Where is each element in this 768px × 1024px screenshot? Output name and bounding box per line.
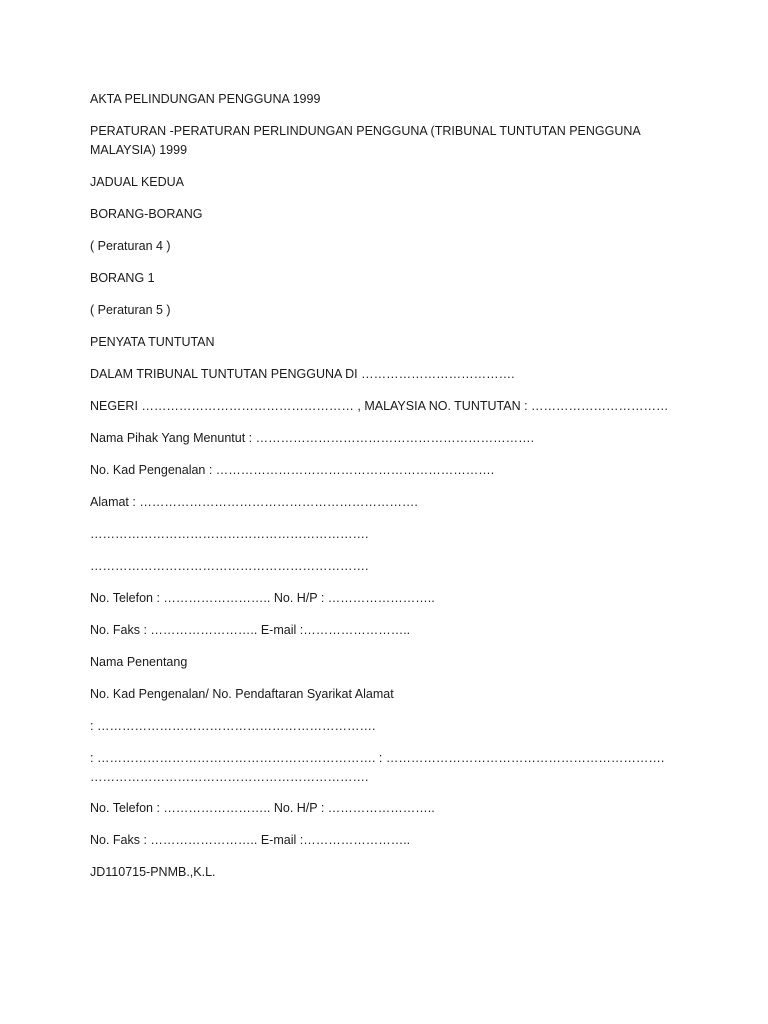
form-number: BORANG 1: [90, 271, 155, 285]
respondent-field-line-1: : ………………………………………………………….: [90, 719, 376, 733]
respondent-phone-line: No. Telefon : …………………….. No. H/P : ……………………..: [90, 801, 435, 815]
claimant-phone-line: No. Telefon : …………………….. No. H/P : ……………………..: [90, 591, 435, 605]
act-title: AKTA PELINDUNGAN PENGGUNA 1999: [90, 92, 321, 106]
respondent-field-line-3: ………………………………………………………….: [90, 770, 369, 784]
state-claim-number-line: NEGERI …………………………………………… , MALAYSIA NO. TUNTUTAN : ……………………………: [90, 399, 669, 413]
footer-reference: JD110715-PNMB.,K.L.: [90, 865, 216, 879]
claimant-address-line-2: ………………………………………………………….: [90, 527, 369, 541]
statement-heading: PENYATA TUNTUTAN: [90, 335, 215, 349]
respondent-field-line-2: : …………………………………………………………. : ………………………………………………………….: [90, 751, 665, 765]
schedule-heading: JADUAL KEDUA: [90, 175, 185, 189]
respondent-id-address-heading: No. Kad Pengenalan/ No. Pendaftaran Syarikat Alamat: [90, 687, 394, 701]
regulation-ref-4: ( Peraturan 4 ): [90, 239, 171, 253]
claimant-address-line: Alamat : ………………………………………………………….: [90, 495, 418, 509]
claimant-address-line-3: ………………………………………………………….: [90, 559, 369, 573]
respondent-fax-email-line: No. Faks : …………………….. E-mail :……………………..: [90, 833, 411, 847]
regulation-title: PERATURAN -PERATURAN PERLINDUNGAN PENGGUNA (TRIBUNAL TUNTUTAN PENGGUNA MALAYSIA) 1999: [90, 124, 641, 157]
claimant-name-line: Nama Pihak Yang Menuntut : ………………………………………………………….: [90, 431, 535, 445]
forms-heading: BORANG-BORANG: [90, 207, 203, 221]
regulation-ref-5: ( Peraturan 5 ): [90, 303, 171, 317]
respondent-name-heading: Nama Penentang: [90, 655, 188, 669]
claimant-fax-email-line: No. Faks : …………………….. E-mail :……………………..: [90, 623, 411, 637]
tribunal-location-line: DALAM TRIBUNAL TUNTUTAN PENGGUNA DI ……………………………….: [90, 367, 515, 381]
claimant-ic-line: No. Kad Pengenalan : ………………………………………………………….: [90, 463, 495, 477]
